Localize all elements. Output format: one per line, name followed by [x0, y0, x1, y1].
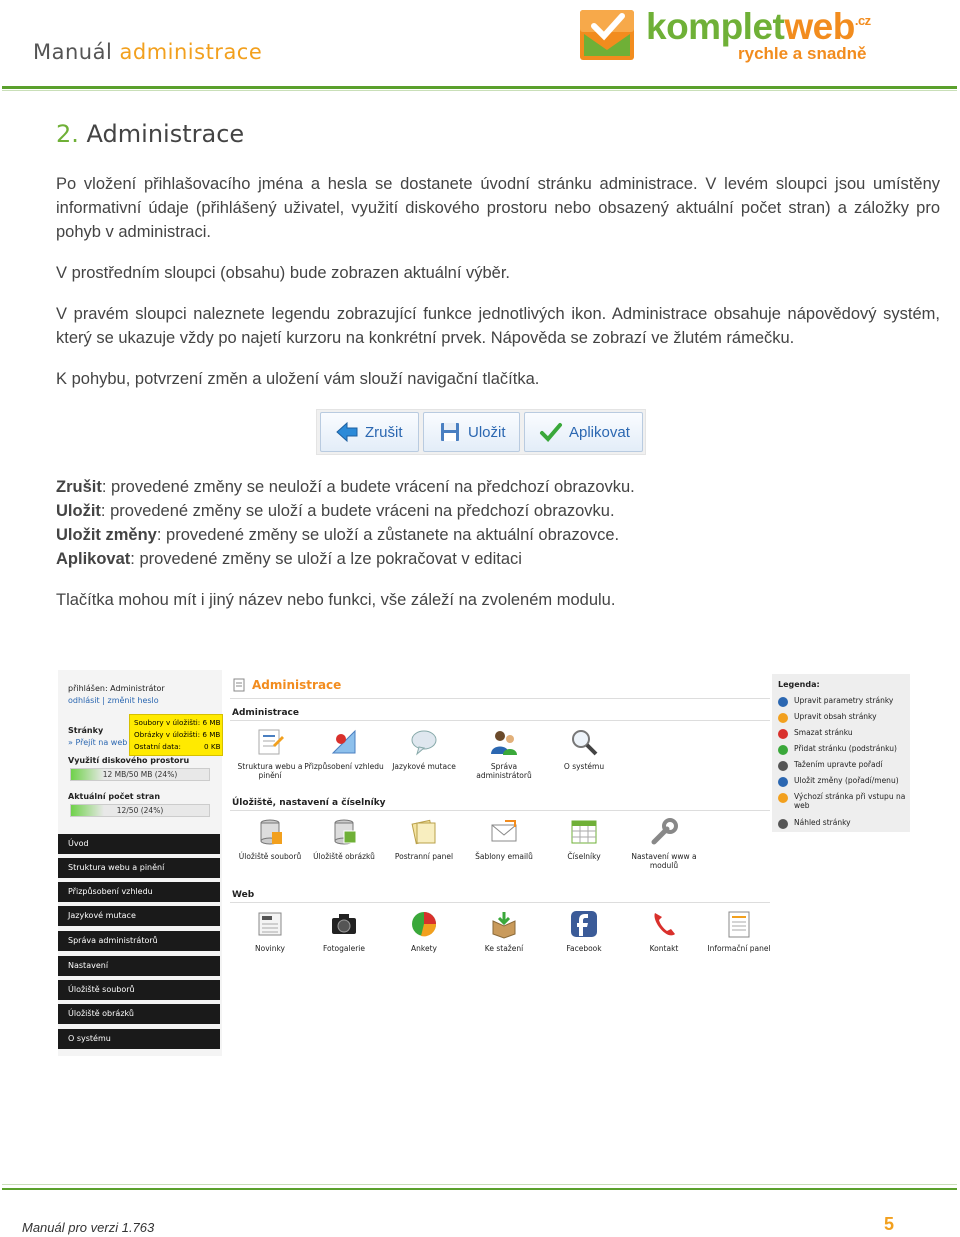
footer-divider [2, 1188, 957, 1190]
screenshot-left-column [58, 670, 222, 1056]
item-downloads[interactable]: Ke stažení [464, 908, 544, 953]
definition-cancel: Zrušit: provedené změny se neuloží a budete vrácení na předchozí obrazovku. [56, 478, 635, 496]
menu-item-about[interactable]: O systému [58, 1029, 220, 1049]
screenshot-legend [772, 674, 910, 832]
account-links [68, 696, 159, 705]
envelope-check-icon [578, 4, 638, 64]
tooltip-files: Soubory v úložišti: 6 MB [134, 718, 221, 727]
item-www-settings[interactable]: Nastavení www a modulů [624, 816, 704, 870]
logo-tagline: rychle a snadně [738, 44, 867, 63]
tooltip-images: Obrázky v úložišti: 6 MB [134, 730, 221, 739]
middle-title: Administrace [252, 678, 342, 692]
legend-item: Upravit parametry stránky [778, 696, 908, 707]
change-password-link[interactable]: změnit heslo [107, 696, 159, 705]
pencil-icon [778, 713, 788, 723]
legend-item: Uložit změny (pořadí/menu) [778, 776, 908, 787]
item-code-lists[interactable]: Číselníky [544, 816, 624, 861]
wrench-icon [648, 816, 680, 848]
legend-item: Výchozí stránka při vstupu na web [778, 792, 908, 810]
legend-item: Tažením upravte pořadí [778, 760, 908, 771]
legend-item: Náhled stránky [778, 818, 908, 829]
logged-in-label: přihlášen: Administrátor [68, 684, 165, 693]
page-count-value: 12/50 (24%) [116, 806, 164, 815]
sitemap-icon [254, 726, 286, 758]
page-count-label: Aktuální počet stran [68, 792, 161, 801]
page-count-bar [70, 804, 210, 817]
screenshot-middle-column [230, 674, 772, 1054]
intro-paragraph: Po vložení přihlašovacího jména a hesla se dostanete úvodní stránku administrace. V levém sloupci jsou umístěny informativní údaje (přihlášený uživatel, využití diskového prostoru nebo obsazený aktuální počet stran) a záložky pro pohyb v administraci. [56, 175, 940, 241]
footer-version: Manuál pro verzi 1.763 [22, 1220, 155, 1235]
item-polls[interactable]: Ankety [384, 908, 464, 953]
menu-item-image-storage[interactable]: Úložiště obrázků [58, 1004, 220, 1024]
legend-item: Přidat stránku (podstránku) [778, 744, 908, 755]
legend-item: Smazat stránku [778, 728, 908, 739]
menu-item-administrators[interactable]: Správa administrátorů [58, 931, 220, 951]
newspaper-icon [254, 908, 286, 940]
item-email-templates[interactable]: Šablony emailů [464, 816, 544, 861]
button-definitions [56, 475, 940, 571]
document-icon [232, 678, 246, 692]
item-info-panel[interactable]: Informační panel [704, 908, 774, 953]
header-title-accent: administrace [119, 40, 263, 64]
header-title [33, 40, 262, 64]
navigation-buttons-bar [316, 409, 646, 455]
item-contact[interactable]: Kontakt [624, 908, 704, 953]
legend-title: Legenda: [778, 680, 820, 689]
magnifier-icon [568, 726, 600, 758]
item-administrators[interactable]: Správa administrátorů [464, 726, 544, 780]
section-heading [56, 120, 244, 148]
drag-arrows-icon [778, 761, 788, 771]
speech-bubble-icon [408, 726, 440, 758]
go-to-web-link[interactable]: » Přejít na web [68, 738, 128, 747]
divider [230, 698, 770, 699]
item-facebook[interactable]: Facebook [544, 908, 624, 953]
item-file-storage[interactable]: Úložiště souborů [230, 816, 310, 861]
menu-item-settings[interactable]: Nastavení [58, 956, 220, 976]
menu-item-home[interactable]: Úvod [58, 834, 220, 854]
disk-usage-label: Využití diskového prostoru [68, 756, 190, 765]
item-structure[interactable]: Struktura webu a pinění [230, 726, 310, 780]
users-icon [488, 726, 520, 758]
checkmark-icon [539, 420, 563, 444]
item-image-storage[interactable]: Úložiště obrázků [304, 816, 384, 861]
info-panel-icon [723, 908, 755, 940]
admin-screenshot [58, 670, 912, 1060]
definition-apply: Aplikovat: provedené změny se uloží a lze pokračovat v editaci [56, 550, 522, 568]
delete-icon [778, 729, 788, 739]
back-arrow-icon [335, 420, 359, 444]
navigation-buttons-paragraph: K pohybu, potvrzení změn a uložení vám slouží navigační tlačítka. [56, 370, 540, 388]
apply-button-label: Aplikovat [569, 423, 630, 441]
disk-usage-bar [70, 768, 210, 781]
table-icon [568, 816, 600, 848]
camera-icon [328, 908, 360, 940]
right-column-paragraph: V pravém sloupci naleznete legendu zobrazující funkce jednotlivých ikon. Administrace obsahuje nápovědový systém, který se ukazuje vždy po najetí kurzoru na konkrétní prvek. Nápověda se zobrazí ve žlutém rámečku. [56, 305, 940, 347]
section-storage-settings: Úložiště, nastavení a číselníky [232, 798, 386, 808]
menu-item-structure[interactable]: Struktura webu a pinění [58, 858, 220, 878]
section-number: 2. [56, 120, 79, 148]
database-icon [254, 816, 286, 848]
logo-wordmark: kompletweb$^{.cz}$ [646, 6, 871, 47]
links-separator: | [102, 696, 105, 705]
kompletweb-logo [578, 4, 918, 70]
menu-item-appearance[interactable]: Přizpůsobení vzhledu [58, 882, 220, 902]
item-appearance[interactable]: Přizpůsobení vzhledu [304, 726, 384, 771]
definition-save: Uložit: provedené změny se uloží a budete vráceni na předchozí obrazovku. [56, 502, 615, 520]
image-database-icon [328, 816, 360, 848]
box-download-icon [488, 908, 520, 940]
save-order-icon [778, 777, 788, 787]
email-icon [488, 816, 520, 848]
home-icon [778, 793, 788, 803]
divider [230, 902, 770, 903]
logout-link[interactable]: odhlásit [68, 696, 100, 705]
eye-icon [778, 819, 788, 829]
middle-column-paragraph: V prostředním sloupci (obsahu) bude zobrazen aktuální výběr. [56, 264, 511, 282]
page-number: 5 [884, 1214, 895, 1234]
item-news[interactable]: Novinky [230, 908, 310, 953]
closing-paragraph: Tlačítka mohou mít i jiný název nebo funkci, vše záleží na zvoleném modulu. [56, 591, 616, 609]
definition-save-changes: Uložit změny: provedené změny se uloží a zůstanete na aktuální obrazovce. [56, 526, 620, 544]
legend-item: Upravit obsah stránky [778, 712, 908, 723]
menu-item-file-storage[interactable]: Úložiště souborů [58, 980, 220, 1000]
header-title-plain: Manuál [33, 40, 113, 64]
item-languages[interactable]: Jazykové mutace [384, 726, 464, 771]
menu-item-languages[interactable]: Jazykové mutace [58, 906, 220, 926]
section-administrace: Administrace [232, 708, 299, 718]
pages-label: Stránky [68, 726, 104, 735]
apply-button[interactable] [524, 412, 643, 452]
disk-usage-value: 12 MB/50 MB (24%) [102, 770, 178, 779]
section-title: Administrace [86, 120, 245, 148]
tooltip-other: Ostatní data: 0 KB [134, 742, 221, 751]
save-button-label: Uložit [468, 423, 506, 441]
gear-icon [778, 697, 788, 707]
section-web: Web [232, 890, 255, 900]
pie-chart-icon [408, 908, 440, 940]
help-tooltip [129, 714, 223, 756]
item-side-panel[interactable]: Postranní panel [384, 816, 464, 861]
item-about[interactable]: O systému [544, 726, 624, 771]
save-button[interactable] [423, 412, 520, 452]
phone-icon [648, 908, 680, 940]
add-icon [778, 745, 788, 755]
header-divider [2, 86, 957, 89]
divider [230, 720, 770, 721]
item-gallery[interactable]: Fotogalerie [304, 908, 384, 953]
facebook-icon [568, 908, 600, 940]
floppy-disk-icon [438, 420, 462, 444]
cancel-button[interactable] [320, 412, 419, 452]
notes-icon [408, 816, 440, 848]
cancel-button-label: Zrušit [365, 423, 403, 441]
divider [230, 810, 770, 811]
paint-palette-icon [328, 726, 360, 758]
